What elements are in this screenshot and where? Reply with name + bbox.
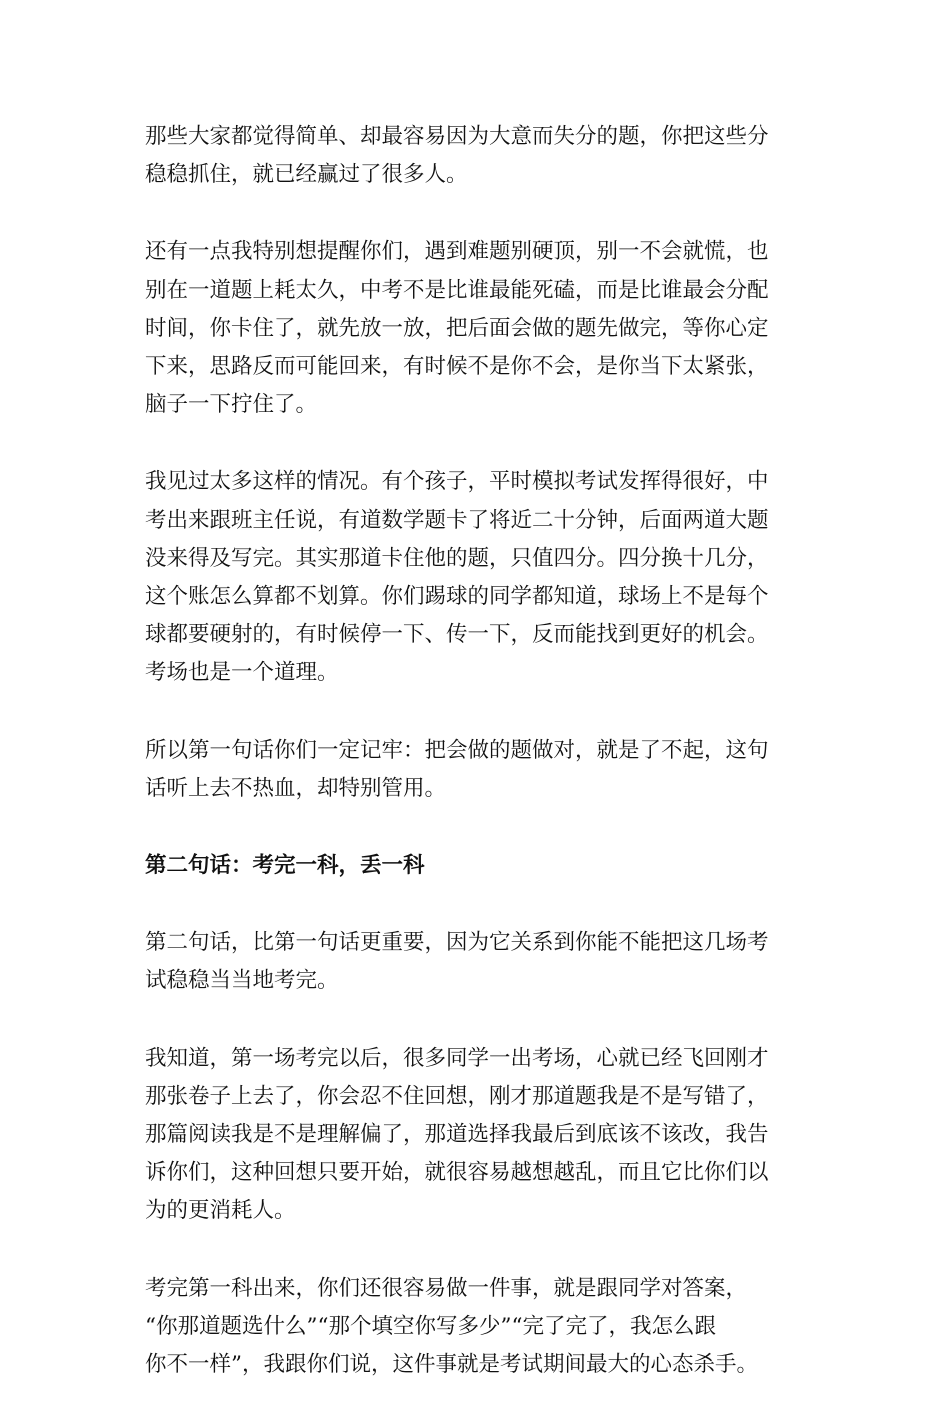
text-line: 那篇阅读我是不是理解偏了，那道选择我最后到底该不该改，我告 (145, 1122, 769, 1148)
text-line: 我见过太多这样的情况。有个孩子，平时模拟考试发挥得很好，中 (145, 469, 769, 495)
text-line: 话听上去不热血，却特别管用。 (145, 775, 447, 801)
text-line: 为的更消耗人。 (145, 1198, 296, 1224)
text-line: 下来，思路反而可能回来，有时候不是你不会，是你当下太紧张， (145, 354, 769, 380)
text-line: 考完第一科出来，你们还很容易做一件事，就是跟同学对答案， (145, 1275, 748, 1301)
paragraph-first-rule-summary (145, 732, 805, 808)
text-line: 所以第一句话你们一定记牢：把会做的题做对，就是了不起，这句 (145, 737, 769, 763)
section-heading (145, 847, 805, 885)
text-line: 那些大家都觉得简单、却最容易因为大意而失分的题，你把这些分 (145, 124, 769, 149)
text-line: 第二句话，比第一句话更重要，因为它关系到你能不能把这几场考 (145, 930, 769, 956)
paragraph-hard-questions (145, 233, 805, 424)
text-line: 脑子一下拧住了。 (145, 392, 318, 418)
document-page (145, 118, 805, 1423)
text-line: 别在一道题上耗太久，中考不是比谁最能死磕，而是比谁最会分配 (145, 277, 769, 303)
paragraph-second-rule-intro (145, 924, 805, 1000)
text-line: “你那道题选什么”“那个填空你写多少”“完了完了，我怎么跟 (145, 1313, 716, 1339)
text-line: 你不一样”，我跟你们说，这件事就是考试期间最大的心态杀手。 (145, 1352, 758, 1378)
text-line: 稳稳抓住，就已经赢过了很多人。 (145, 162, 468, 188)
text-line: 诉你们，这种回想只要开始，就很容易越想越乱，而且它比你们以 (145, 1160, 769, 1186)
text-line: 试稳稳当当地考完。 (145, 968, 339, 994)
paragraph-example-story (145, 463, 805, 692)
paragraph-checking-answers (145, 1270, 805, 1385)
paragraph-rethinking (145, 1040, 805, 1231)
text-line: 没来得及写完。其实那道卡住他的题，只值四分。四分换十几分， (145, 545, 769, 571)
text-line: 还有一点我特别想提醒你们，遇到难题别硬顶，别一不会就慌，也 (145, 239, 769, 265)
paragraph-careless-mistakes (145, 118, 805, 194)
text-line: 考场也是一个道理。 (145, 660, 339, 686)
text-line: 我知道，第一场考完以后，很多同学一出考场，心就已经飞回刚才 (145, 1045, 769, 1071)
text-line: 这个账怎么算都不划算。你们踢球的同学都知道，球场上不是每个 (145, 584, 769, 610)
text-line: 球都要硬射的，有时候停一下、传一下，反而能找到更好的机会。 (145, 622, 769, 648)
text-line: 那张卷子上去了，你会忍不住回想，刚才那道题我是不是写错了， (145, 1083, 769, 1109)
text-line: 时间，你卡住了，就先放一放，把后面会做的题先做完，等你心定 (145, 315, 769, 341)
heading-text: 第二句话：考完一科，丢一科 (145, 853, 425, 879)
text-line: 考出来跟班主任说，有道数学题卡了将近二十分钟，后面两道大题 (145, 507, 769, 533)
